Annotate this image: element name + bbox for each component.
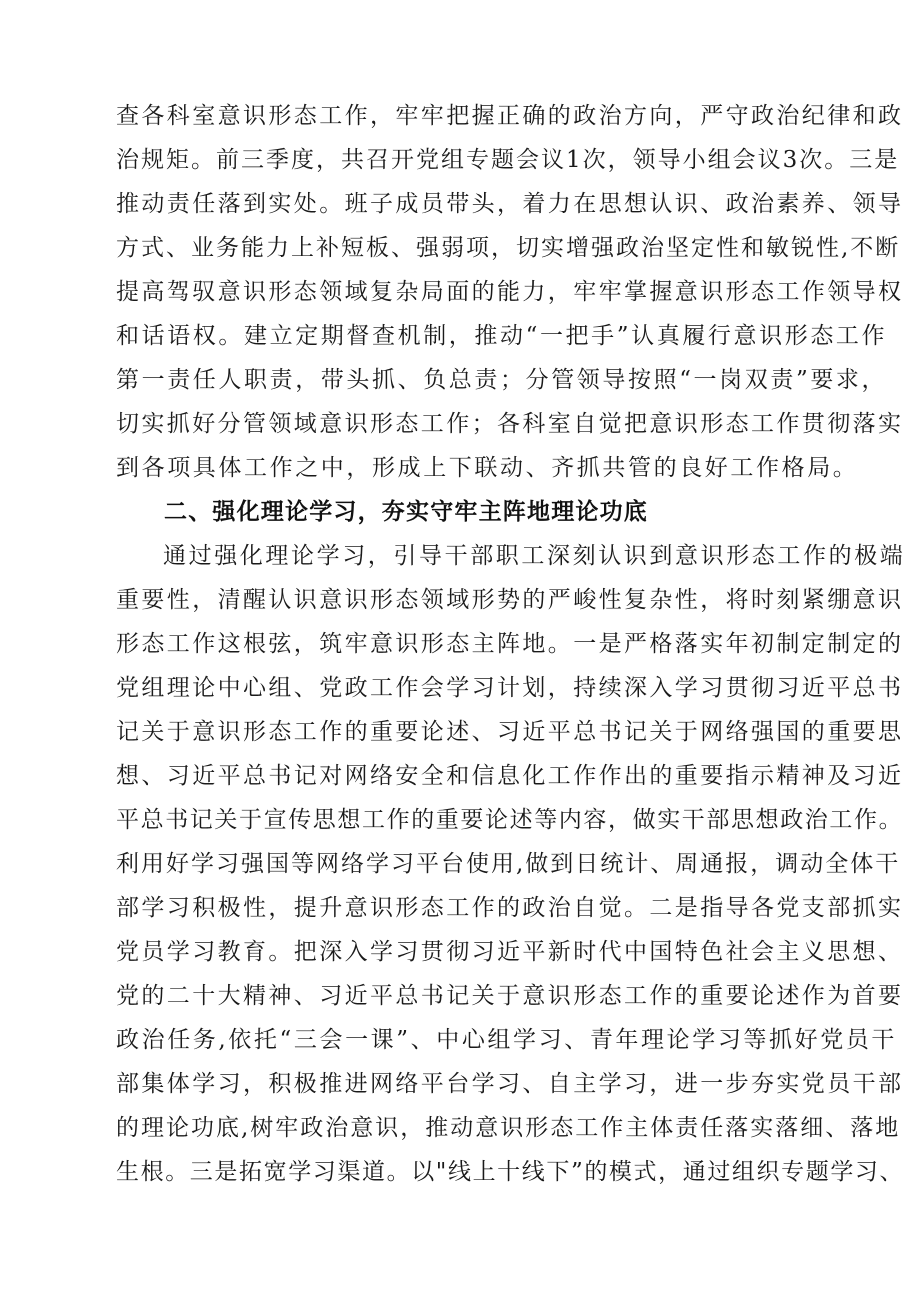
body-text-line: 记关于意识形态工作的重要论述、习近平总书记关于网络强国的重要思 (116, 719, 904, 745)
body-text-line: 和话语权。建立定期督查机制，推动“一把手”认真履行意识形态工作 (116, 323, 888, 349)
body-text-line: 切实抓好分管领域意识形态工作；各科室自觉把意识形态工作贯彻落实 (116, 411, 904, 437)
body-text-line: 平总书记关于宣传思想工作的重要论述等内容，做实干部思想政治工作。 (116, 807, 904, 833)
body-text-line: 政治任务,依托“三会一课”、中心组学习、青年理论学习等抓好党员干 (116, 1027, 898, 1053)
body-text-line: 党组理论中心组、党政工作会学习计划，持续深入学习贯彻习近平总书 (116, 675, 904, 701)
body-text-line: 重要性，清醒认识意识形态领域形势的严峻性复杂性，将时刻紧绷意识 (116, 587, 904, 613)
body-text-line: 党的二十大精神、习近平总书记关于意识形态工作的重要论述作为首要 (116, 983, 904, 1009)
body-text-line: 查各科室意识形态工作，牢牢把握正确的政治方向，严守政治纪律和政 (116, 103, 904, 129)
body-text-line: 利用好学习强国等网络学习平台使用,做到日统计、周通报，调动全体干 (116, 851, 901, 877)
body-text-line: 想、习近平总书记对网络安全和信息化工作作出的重要指示精神及习近 (116, 763, 904, 789)
body-text-line: 部学习积极性，提升意识形态工作的政治自觉。二是指导各党支部抓实 (116, 895, 904, 921)
section-heading: 二、强化理论学习，夯实守牢主阵地理论功底 (164, 499, 648, 525)
body-text-line: 推动责任落到实处。班子成员带头，着力在思想认识、政治素养、领导 (116, 191, 904, 217)
body-text-line: 生根。三是拓宽学习渠道。以"线上十线下”的模式，通过组织专题学习、 (116, 1159, 905, 1185)
body-text-line: 方式、业务能力上补短板、强弱项，切实增强政治坚定性和敏锐性,不断 (116, 235, 901, 261)
body-text-line: 的理论功底,树牢政治意识，推动意识形态工作主体责任落实落细、落地 (116, 1115, 901, 1141)
body-text-line: 第一责任人职责，带头抓、负总责；分管领导按照“一岗双责”要求， (116, 367, 888, 393)
body-text-line: 党员学习教育。把深入学习贯彻习近平新时代中国特色社会主义思想、 (116, 939, 904, 965)
body-text-line: 部集体学习，积极推进网络平台学习、自主学习，进一步夯实党员干部 (116, 1071, 904, 1097)
body-text-line: 通过强化理论学习，引导干部职工深刻认识到意识形态工作的极端 (163, 543, 906, 569)
body-text-line: 形态工作这根弦，筑牢意识形态主阵地。一是严格落实年初制定制定的 (116, 631, 904, 657)
body-text-line: 到各项具体工作之中，形成上下联动、齐抓共管的良好工作格局。 (116, 455, 859, 481)
body-text-line: 提高驾驭意识形态领域复杂局面的能力，牢牢掌握意识形态工作领导权 (116, 279, 904, 305)
body-text-line: 治规矩。前三季度，共召开党组专题会议1次，领导小组会议3次。三是 (116, 147, 900, 173)
